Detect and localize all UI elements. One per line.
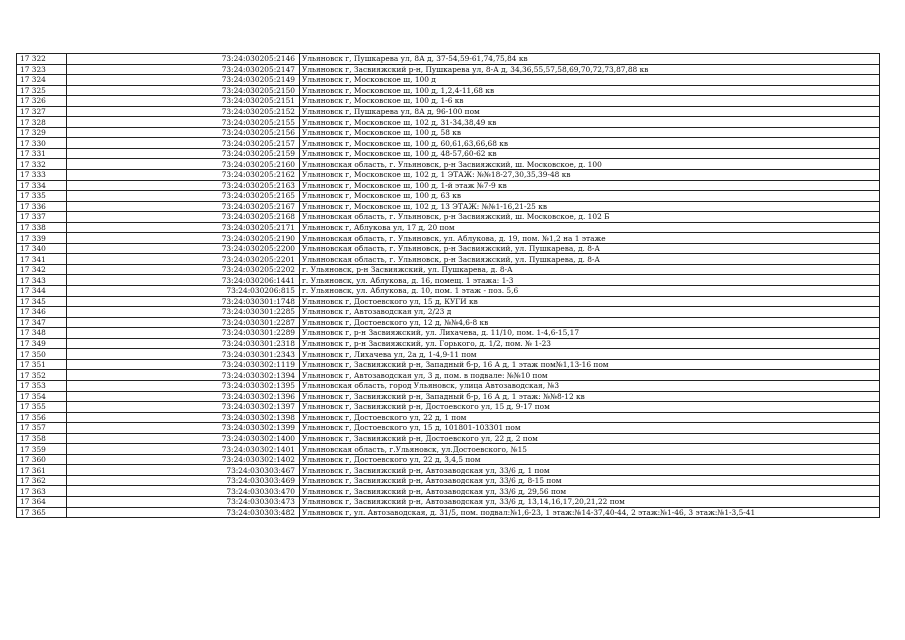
address-cell: Ульяновск г, Автозаводская ул, 3 д, пом. в подвале: №№10 пом: [300, 370, 880, 381]
table-row: [17, 286, 880, 297]
address-cell: Ульяновск г, Достоевского ул, 22 д, 1 пом: [300, 412, 880, 423]
address-cell: Ульяновск г, Московское ш, 100 д, 60,61,63,66,68 кв: [300, 138, 880, 149]
address-cell: Ульяновск г, Пушкарева ул, 8А д, 96-100 пом: [300, 106, 880, 117]
address-cell: Ульяновск г, Пушкарева ул, 8А д, 37-54,59-61,74,75,84 кв: [300, 54, 880, 65]
address-cell: Ульяновск г, Аблукова ул, 17 д, 20 пом: [300, 222, 880, 233]
row-number-cell: 17 363: [17, 486, 67, 497]
cadastral-number-cell: 73:24:030302:1402: [67, 454, 300, 465]
cadastral-number-cell: 73:24:030205:2151: [67, 96, 300, 107]
cadastral-number-cell: 73:24:030205:2200: [67, 243, 300, 254]
address-cell: Ульяновская область, г. Ульяновск, р-н Засвияжский, ул. Пушкарева, д. 8-А: [300, 254, 880, 265]
table-row: [17, 138, 880, 149]
cadastral-number-cell: 73:24:030302:1400: [67, 433, 300, 444]
table-row: [17, 222, 880, 233]
table-row: [17, 444, 880, 455]
table-row: [17, 212, 880, 223]
table-row: [17, 233, 880, 244]
cadastral-number-cell: 73:24:030205:2165: [67, 191, 300, 202]
table-row: [17, 370, 880, 381]
cadastral-number-cell: 73:24:030301:2285: [67, 307, 300, 318]
row-number-cell: 17 341: [17, 254, 67, 265]
row-number-cell: 17 356: [17, 412, 67, 423]
table-row: [17, 85, 880, 96]
cadastral-number-cell: 73:24:030301:2343: [67, 349, 300, 360]
cadastral-number-cell: 73:24:030303:473: [67, 496, 300, 507]
row-number-cell: 17 346: [17, 307, 67, 318]
table-row: [17, 412, 880, 423]
address-cell: г. Ульяновск, ул. Аблукова, д. 16, помещ. 1 этажа: 1-3: [300, 275, 880, 286]
table-row: [17, 307, 880, 318]
row-number-cell: 17 332: [17, 159, 67, 170]
address-cell: Ульяновск г, Засвияжский р-н, Достоевского ул, 15 д, 9-17 пом: [300, 402, 880, 413]
cadastral-number-cell: 73:24:030205:2163: [67, 180, 300, 191]
cadastral-number-cell: 73:24:030205:2152: [67, 106, 300, 117]
cadastral-number-cell: 73:24:030302:1397: [67, 402, 300, 413]
address-cell: Ульяновск г, Московское ш, 100 д: [300, 75, 880, 86]
cadastral-number-cell: 73:24:030302:1398: [67, 412, 300, 423]
address-cell: Ульяновск г, р-н Засвияжский, ул. Горького, д. 1/2, пом. № 1-23: [300, 338, 880, 349]
cadastral-number-cell: 73:24:030205:2146: [67, 54, 300, 65]
table-row: [17, 328, 880, 339]
table-row: [17, 117, 880, 128]
table-row: [17, 454, 880, 465]
cadastral-number-cell: 73:24:030205:2167: [67, 201, 300, 212]
cadastral-number-cell: 73:24:030205:2171: [67, 222, 300, 233]
address-cell: Ульяновск г, ул. Автозаводская, д. 31/5, пом. подвал:№1,6-23, 1 этаж:№14-37,40-44, 2 этаж:№1-46, 3 этаж:№1-3,5-41: [300, 507, 880, 518]
row-number-cell: 17 358: [17, 433, 67, 444]
address-cell: Ульяновск г, Достоевского ул, 15 д, 101801-103301 пом: [300, 423, 880, 434]
table-row: [17, 338, 880, 349]
row-number-cell: 17 322: [17, 54, 67, 65]
cadastral-number-cell: 73:24:030206:815: [67, 286, 300, 297]
address-cell: Ульяновск г, Достоевского ул, 22 д, 3,4,5 пом: [300, 454, 880, 465]
cadastral-number-cell: 73:24:030302:1396: [67, 391, 300, 402]
row-number-cell: 17 324: [17, 75, 67, 86]
address-cell: Ульяновск г, Достоевского ул, 12 д, №№4,6-8 кв: [300, 317, 880, 328]
cadastral-number-cell: 73:24:030205:2168: [67, 212, 300, 223]
row-number-cell: 17 350: [17, 349, 67, 360]
cadastral-number-cell: 73:24:030205:2160: [67, 159, 300, 170]
address-cell: г. Ульяновск, ул. Аблукова, д. 10, пом. 1 этаж - поз. 5,6: [300, 286, 880, 297]
cadastral-number-cell: 73:24:030205:2149: [67, 75, 300, 86]
address-cell: Ульяновск г, Засвияжский р-н, Достоевского ул, 22 д, 2 пом: [300, 433, 880, 444]
table-row: [17, 106, 880, 117]
table-row: [17, 486, 880, 497]
cadastral-number-cell: 73:24:030301:2318: [67, 338, 300, 349]
row-number-cell: 17 352: [17, 370, 67, 381]
row-number-cell: 17 348: [17, 328, 67, 339]
table-row: [17, 180, 880, 191]
row-number-cell: 17 345: [17, 296, 67, 307]
row-number-cell: 17 361: [17, 465, 67, 476]
table-row: [17, 254, 880, 265]
row-number-cell: 17 336: [17, 201, 67, 212]
address-cell: Ульяновск г, Московское ш, 100 д, 58 кв: [300, 127, 880, 138]
row-number-cell: 17 325: [17, 85, 67, 96]
address-cell: Ульяновск г, Лихачева ул, 2а д, 1-4,9-11 пом: [300, 349, 880, 360]
cadastral-number-cell: 73:24:030303:467: [67, 465, 300, 476]
row-number-cell: 17 354: [17, 391, 67, 402]
cadastral-table: [16, 53, 880, 518]
row-number-cell: 17 359: [17, 444, 67, 455]
row-number-cell: 17 362: [17, 475, 67, 486]
table-row: [17, 380, 880, 391]
row-number-cell: 17 344: [17, 286, 67, 297]
table-row: [17, 359, 880, 370]
row-number-cell: 17 334: [17, 180, 67, 191]
cadastral-number-cell: 73:24:030301:2289: [67, 328, 300, 339]
table-row: [17, 243, 880, 254]
row-number-cell: 17 330: [17, 138, 67, 149]
address-cell: Ульяновская область, г. Ульяновск, р-н Засвияжский, ул. Пушкарева, д. 8-А: [300, 243, 880, 254]
table-row: [17, 391, 880, 402]
table-row: [17, 465, 880, 476]
table-row: [17, 264, 880, 275]
row-number-cell: 17 353: [17, 380, 67, 391]
table-row: [17, 402, 880, 413]
cadastral-number-cell: 73:24:030303:469: [67, 475, 300, 486]
address-cell: Ульяновская область, г. Ульяновск, ул. Аблукова, д. 19, пом. №1,2 на 1 этаже: [300, 233, 880, 244]
table-row: [17, 296, 880, 307]
table-row: [17, 349, 880, 360]
row-number-cell: 17 326: [17, 96, 67, 107]
address-cell: Ульяновск г, Московское ш, 102 д, 13 ЭТАЖ: №№1-16,21-25 кв: [300, 201, 880, 212]
address-cell: Ульяновск г, Московское ш, 102 д, 31-34,38,49 кв: [300, 117, 880, 128]
table-row: [17, 127, 880, 138]
cadastral-number-cell: 73:24:030205:2201: [67, 254, 300, 265]
cadastral-number-cell: 73:24:030205:2156: [67, 127, 300, 138]
row-number-cell: 17 349: [17, 338, 67, 349]
cadastral-number-cell: 73:24:030205:2190: [67, 233, 300, 244]
cadastral-number-cell: 73:24:030205:2150: [67, 85, 300, 96]
register-sheet: [16, 53, 879, 518]
table-row: [17, 170, 880, 181]
address-cell: Ульяновская область, г. Ульяновск, р-н Засвияжский, ш. Московское, д. 102 Б: [300, 212, 880, 223]
table-row: [17, 317, 880, 328]
address-cell: Ульяновск г, Автозаводская ул, 2/23 д: [300, 307, 880, 318]
row-number-cell: 17 323: [17, 64, 67, 75]
cadastral-number-cell: 73:24:030303:482: [67, 507, 300, 518]
cadastral-number-cell: 73:24:030205:2162: [67, 170, 300, 181]
address-cell: г. Ульяновск, р-н Засвияжский, ул. Пушкарева, д. 8-А: [300, 264, 880, 275]
cadastral-number-cell: 73:24:030303:470: [67, 486, 300, 497]
row-number-cell: 17 364: [17, 496, 67, 507]
table-row: [17, 423, 880, 434]
cadastral-number-cell: 73:24:030206:1441: [67, 275, 300, 286]
address-cell: Ульяновск г, Московское ш, 100 д, 63 кв: [300, 191, 880, 202]
row-number-cell: 17 337: [17, 212, 67, 223]
address-cell: Ульяновск г, Московское ш, 100 д, 1,2,4-11,68 кв: [300, 85, 880, 96]
row-number-cell: 17 331: [17, 148, 67, 159]
table-row: [17, 433, 880, 444]
address-cell: Ульяновск г, Достоевского ул, 15 д, КУГИ кв: [300, 296, 880, 307]
row-number-cell: 17 335: [17, 191, 67, 202]
address-cell: Ульяновск г, Засвияжский р-н, Пушкарева ул, 8-А д, 34,36,55,57,58,69,70,72,73,87,88 кв: [300, 64, 880, 75]
address-cell: Ульяновск г, Засвияжский р-н, Автозаводская ул, 33/6 д, 29,56 пом: [300, 486, 880, 497]
table-row: [17, 148, 880, 159]
address-cell: Ульяновск г, Засвияжский р-н, Автозаводская ул, 33/6 д, 13,14,16,17,20,21,22 пом: [300, 496, 880, 507]
row-number-cell: 17 328: [17, 117, 67, 128]
cadastral-number-cell: 73:24:030302:1399: [67, 423, 300, 434]
address-cell: Ульяновск г, Засвияжский р-н, Западный б-р, 16 А д, 1 этаж: №№8-12 кв: [300, 391, 880, 402]
address-cell: Ульяновск г, Засвияжский р-н, Автозаводская ул, 33/6 д, 8-15 пом: [300, 475, 880, 486]
cadastral-number-cell: 73:24:030302:1394: [67, 370, 300, 381]
address-cell: Ульяновск г, р-н Засвияжский, ул. Лихачева, д. 11/10, пом. 1-4,6-15,17: [300, 328, 880, 339]
row-number-cell: 17 340: [17, 243, 67, 254]
row-number-cell: 17 329: [17, 127, 67, 138]
row-number-cell: 17 357: [17, 423, 67, 434]
table-body: [17, 54, 880, 518]
address-cell: Ульяновская область, город Ульяновск, улица Автозаводская, №3: [300, 380, 880, 391]
table-row: [17, 507, 880, 518]
row-number-cell: 17 333: [17, 170, 67, 181]
cadastral-number-cell: 73:24:030205:2147: [67, 64, 300, 75]
cadastral-number-cell: 73:24:030205:2157: [67, 138, 300, 149]
address-cell: Ульяновская область, г. Ульяновск, р-н Засвияжский, ш. Московское, д. 100: [300, 159, 880, 170]
cadastral-number-cell: 73:24:030301:2287: [67, 317, 300, 328]
address-cell: Ульяновская область, г.Ульяновск, ул.Достоевского, №15: [300, 444, 880, 455]
table-row: [17, 64, 880, 75]
address-cell: Ульяновск г, Засвияжский р-н, Западный б-р, 16 А д, 1 этаж пом№1,13-16 пом: [300, 359, 880, 370]
address-cell: Ульяновск г, Московское ш, 102 д, 1 ЭТАЖ: №№18-27,30,35,39-48 кв: [300, 170, 880, 181]
cadastral-number-cell: 73:24:030302:1401: [67, 444, 300, 455]
cadastral-number-cell: 73:24:030205:2155: [67, 117, 300, 128]
cadastral-number-cell: 73:24:030302:1395: [67, 380, 300, 391]
row-number-cell: 17 339: [17, 233, 67, 244]
row-number-cell: 17 343: [17, 275, 67, 286]
address-cell: Ульяновск г, Московское ш, 100 д, 1-6 кв: [300, 96, 880, 107]
cadastral-number-cell: 73:24:030205:2159: [67, 148, 300, 159]
row-number-cell: 17 338: [17, 222, 67, 233]
table-row: [17, 201, 880, 212]
row-number-cell: 17 342: [17, 264, 67, 275]
row-number-cell: 17 327: [17, 106, 67, 117]
cadastral-number-cell: 73:24:030205:2202: [67, 264, 300, 275]
row-number-cell: 17 355: [17, 402, 67, 413]
table-row: [17, 159, 880, 170]
table-row: [17, 54, 880, 65]
table-row: [17, 275, 880, 286]
address-cell: Ульяновск г, Засвияжский р-н, Автозаводская ул, 33/6 д, 1 пом: [300, 465, 880, 476]
address-cell: Ульяновск г, Московское ш, 100 д, 1-й этаж №7-9 кв: [300, 180, 880, 191]
row-number-cell: 17 365: [17, 507, 67, 518]
row-number-cell: 17 351: [17, 359, 67, 370]
cadastral-number-cell: 73:24:030302:1119: [67, 359, 300, 370]
table-row: [17, 496, 880, 507]
row-number-cell: 17 360: [17, 454, 67, 465]
table-row: [17, 191, 880, 202]
cadastral-number-cell: 73:24:030301:1748: [67, 296, 300, 307]
table-row: [17, 75, 880, 86]
row-number-cell: 17 347: [17, 317, 67, 328]
table-row: [17, 96, 880, 107]
address-cell: Ульяновск г, Московское ш, 100 д, 48-57,60-62 кв: [300, 148, 880, 159]
table-row: [17, 475, 880, 486]
